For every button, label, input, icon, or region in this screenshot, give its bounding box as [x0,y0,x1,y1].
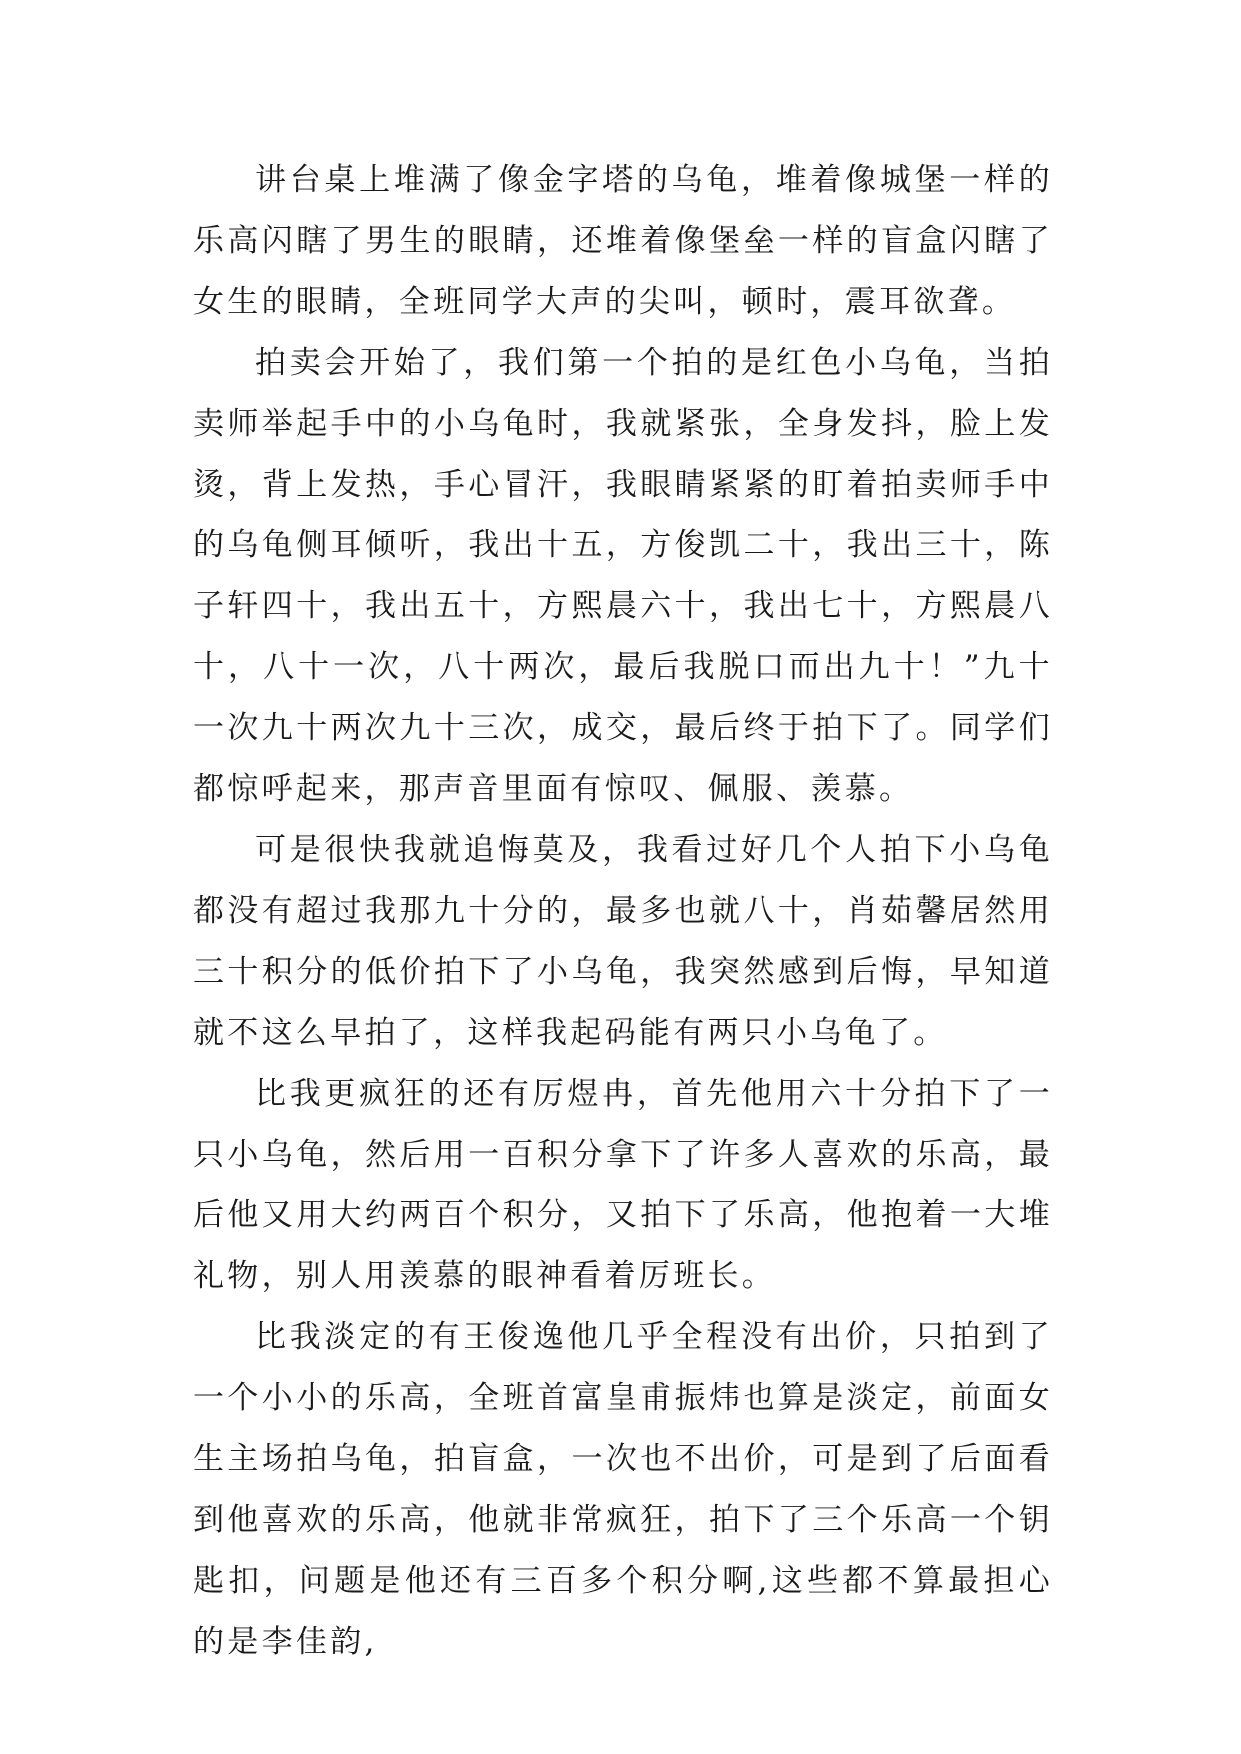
paragraph: 比我更疯狂的还有厉煜冉，首先他用六十分拍下了一只小乌龟，然后用一百积分拿下了许多人喜欢的乐高，最后他又用大约两百个积分，又拍下了乐高，他抱着一大堆礼物，别人用羡慕的眼神看着厉班长。 [193,1075,1053,1295]
paragraph: 可是很快我就追悔莫及，我看过好几个人拍下小乌龟都没有超过我那九十分的，最多也就八十，肖茹馨居然用三十积分的低价拍下了小乌龟，我突然感到后悔，早知道就不这么早拍了，这样我起码能有两只小乌龟了。 [193,831,1053,1051]
document-page [193,150,1053,1673]
paragraph: 比我淡定的有王俊逸他几乎全程没有出价，只拍到了一个小小的乐高，全班首富皇甫振炜也算是淡定，前面女生主场拍乌龟，拍盲盒，一次也不出价，可是到了后面看到他喜欢的乐高，他就非常疯狂，拍下了三个乐高一个钥匙扣，问题是他还有三百多个积分啊,这些都不算最担心的是李佳韵, [193,1319,1053,1660]
paragraph: 讲台桌上堆满了像金字塔的乌龟，堆着像城堡一样的乐高闪瞎了男生的眼睛，还堆着像堡垒一样的盲盒闪瞎了女生的眼睛，全班同学大声的尖叫，顿时，震耳欲聋。 [193,162,1053,320]
paragraph: 拍卖会开始了，我们第一个拍的是红色小乌龟，当拍卖师举起手中的小乌龟时，我就紧张，全身发抖，脸上发烫，背上发热，手心冒汗，我眼睛紧紧的盯着拍卖师手中的乌龟侧耳倾听，我出十五，方俊凯二十，我出三十，陈子轩四十，我出五十，方熙晨六十，我出七十，方熙晨八十，八十一次，八十两次，最后我脱口而出九十！”九十一次九十两次九十三次，成交，最后终于拍下了。同学们都惊呼起来，那声音里面有惊叹、佩服、羡慕。 [193,344,1053,808]
